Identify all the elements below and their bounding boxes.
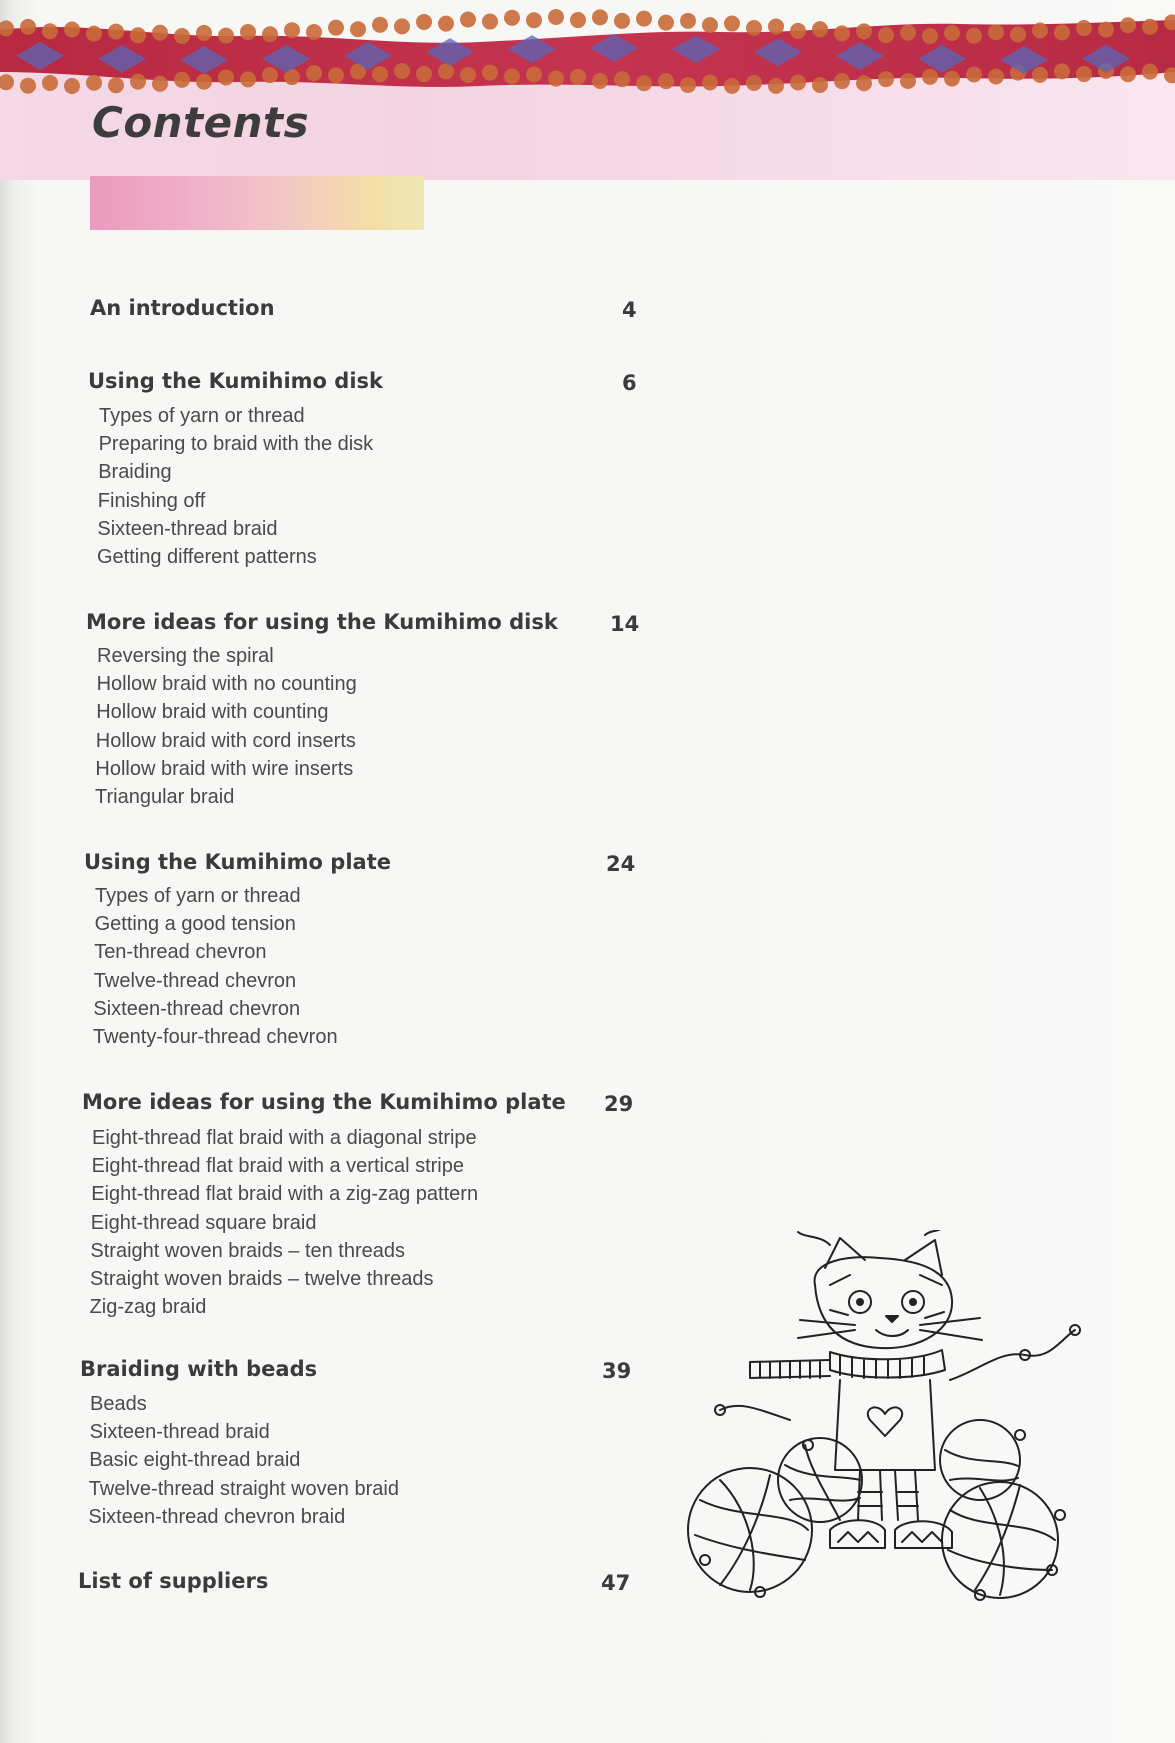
toc-sub-item: Ten-thread chevron <box>94 941 267 964</box>
toc-sub-item: Eight-thread flat braid with a zig-zag pattern <box>91 1183 479 1206</box>
section-heading: Braiding with beads <box>80 1357 318 1381</box>
bead <box>746 20 762 36</box>
bead <box>1032 67 1048 83</box>
section-heading: Using the Kumihimo disk <box>88 369 383 393</box>
bead <box>746 75 762 91</box>
toc-sub-item: Finishing off <box>97 489 206 512</box>
bead <box>768 78 784 94</box>
toc-sub-item: Twelve-thread straight woven braid <box>88 1477 399 1500</box>
bead <box>790 75 806 91</box>
toc-sub-item: Straight woven braids – twelve threads <box>90 1268 434 1290</box>
toc-sub-item: Triangular braid <box>95 786 235 808</box>
bead <box>1120 17 1136 33</box>
toc-sub-item: Sixteen-thread braid <box>97 517 278 540</box>
section-heading: An introduction <box>90 296 275 320</box>
bead <box>1142 64 1158 80</box>
bead <box>944 25 960 41</box>
section-page-number: 47 <box>601 1571 631 1595</box>
toc-sub-item: Types of yarn or thread <box>95 885 301 907</box>
bead <box>1054 63 1070 79</box>
toc-sub-item: Eight-thread flat braid with a vertical stripe <box>91 1155 464 1178</box>
bead <box>1076 20 1092 36</box>
bead <box>944 71 960 87</box>
bead <box>812 77 828 93</box>
bead <box>724 16 740 32</box>
toc-sub-item: Reversing the spiral <box>97 645 274 667</box>
bead <box>1120 66 1136 82</box>
toc-sub-item: Twelve-thread chevron <box>93 969 297 992</box>
bead <box>966 67 982 83</box>
bead <box>922 28 938 44</box>
toc-sub-item: Hollow braid with counting <box>96 701 329 724</box>
bead <box>724 78 740 94</box>
section-page-number: 39 <box>602 1359 632 1383</box>
toc-sub-item: Sixteen-thread chevron <box>93 997 301 1020</box>
toc-sub-item: Zig-zag braid <box>89 1296 207 1319</box>
section-page-number: 6 <box>622 371 637 395</box>
section-page-number: 4 <box>622 298 637 322</box>
section-heading: More ideas for using the Kumihimo plate <box>82 1090 566 1114</box>
toc-sub-item: Eight-thread flat braid with a diagonal stripe <box>92 1127 477 1149</box>
bead <box>900 73 916 89</box>
bead <box>988 24 1004 40</box>
toc-sub-item: Types of yarn or thread <box>99 405 305 427</box>
toc-sub-item: Twenty-four-thread chevron <box>93 1026 338 1048</box>
bead <box>1054 24 1070 40</box>
bead <box>1032 23 1048 39</box>
bead <box>988 68 1004 84</box>
cat-drawing-icon <box>680 1230 1090 1610</box>
toc-sub-item: Sixteen-thread braid <box>89 1421 270 1444</box>
section-page-number: 14 <box>610 612 640 636</box>
section-page-number: 29 <box>604 1092 634 1116</box>
page-title: Contents <box>92 98 310 147</box>
bead <box>702 17 718 33</box>
bead <box>922 69 938 85</box>
bead <box>834 25 850 41</box>
bead <box>878 27 894 43</box>
bead <box>834 73 850 89</box>
bead <box>1142 19 1158 35</box>
section-page-number: 24 <box>606 852 636 876</box>
toc-sub-item: Straight woven braids – ten threads <box>90 1239 406 1262</box>
toc-sub-item: Sixteen-thread chevron braid <box>88 1505 346 1528</box>
bead <box>856 23 872 39</box>
toc-sub-item: Braiding <box>98 461 172 484</box>
bead <box>812 21 828 37</box>
toc-sub-item: Beads <box>90 1393 147 1415</box>
bead <box>966 28 982 44</box>
toc-sub-item: Hollow braid with no counting <box>96 673 357 696</box>
section-heading: List of suppliers <box>78 1569 269 1593</box>
toc-sub-item: Getting a good tension <box>94 913 296 936</box>
bead <box>878 71 894 87</box>
bead <box>900 25 916 41</box>
bead <box>702 75 718 91</box>
section-heading: More ideas for using the Kumihimo disk <box>86 610 558 634</box>
bead <box>1076 66 1092 82</box>
bead <box>790 23 806 39</box>
toc-sub-item: Getting different patterns <box>97 546 317 568</box>
toc-sub-item: Basic eight-thread braid <box>89 1449 301 1472</box>
toc-sub-item: Preparing to braid with the disk <box>98 433 374 456</box>
bead <box>856 75 872 91</box>
bead <box>768 18 784 34</box>
toc-sub-item: Hollow braid with cord inserts <box>95 729 356 752</box>
bead <box>1098 22 1114 38</box>
toc-sub-item: Hollow braid with wire inserts <box>95 757 354 780</box>
section-heading: Using the Kumihimo plate <box>84 850 391 874</box>
toc-sub-item: Eight-thread square braid <box>90 1211 317 1234</box>
bead <box>1010 26 1026 42</box>
